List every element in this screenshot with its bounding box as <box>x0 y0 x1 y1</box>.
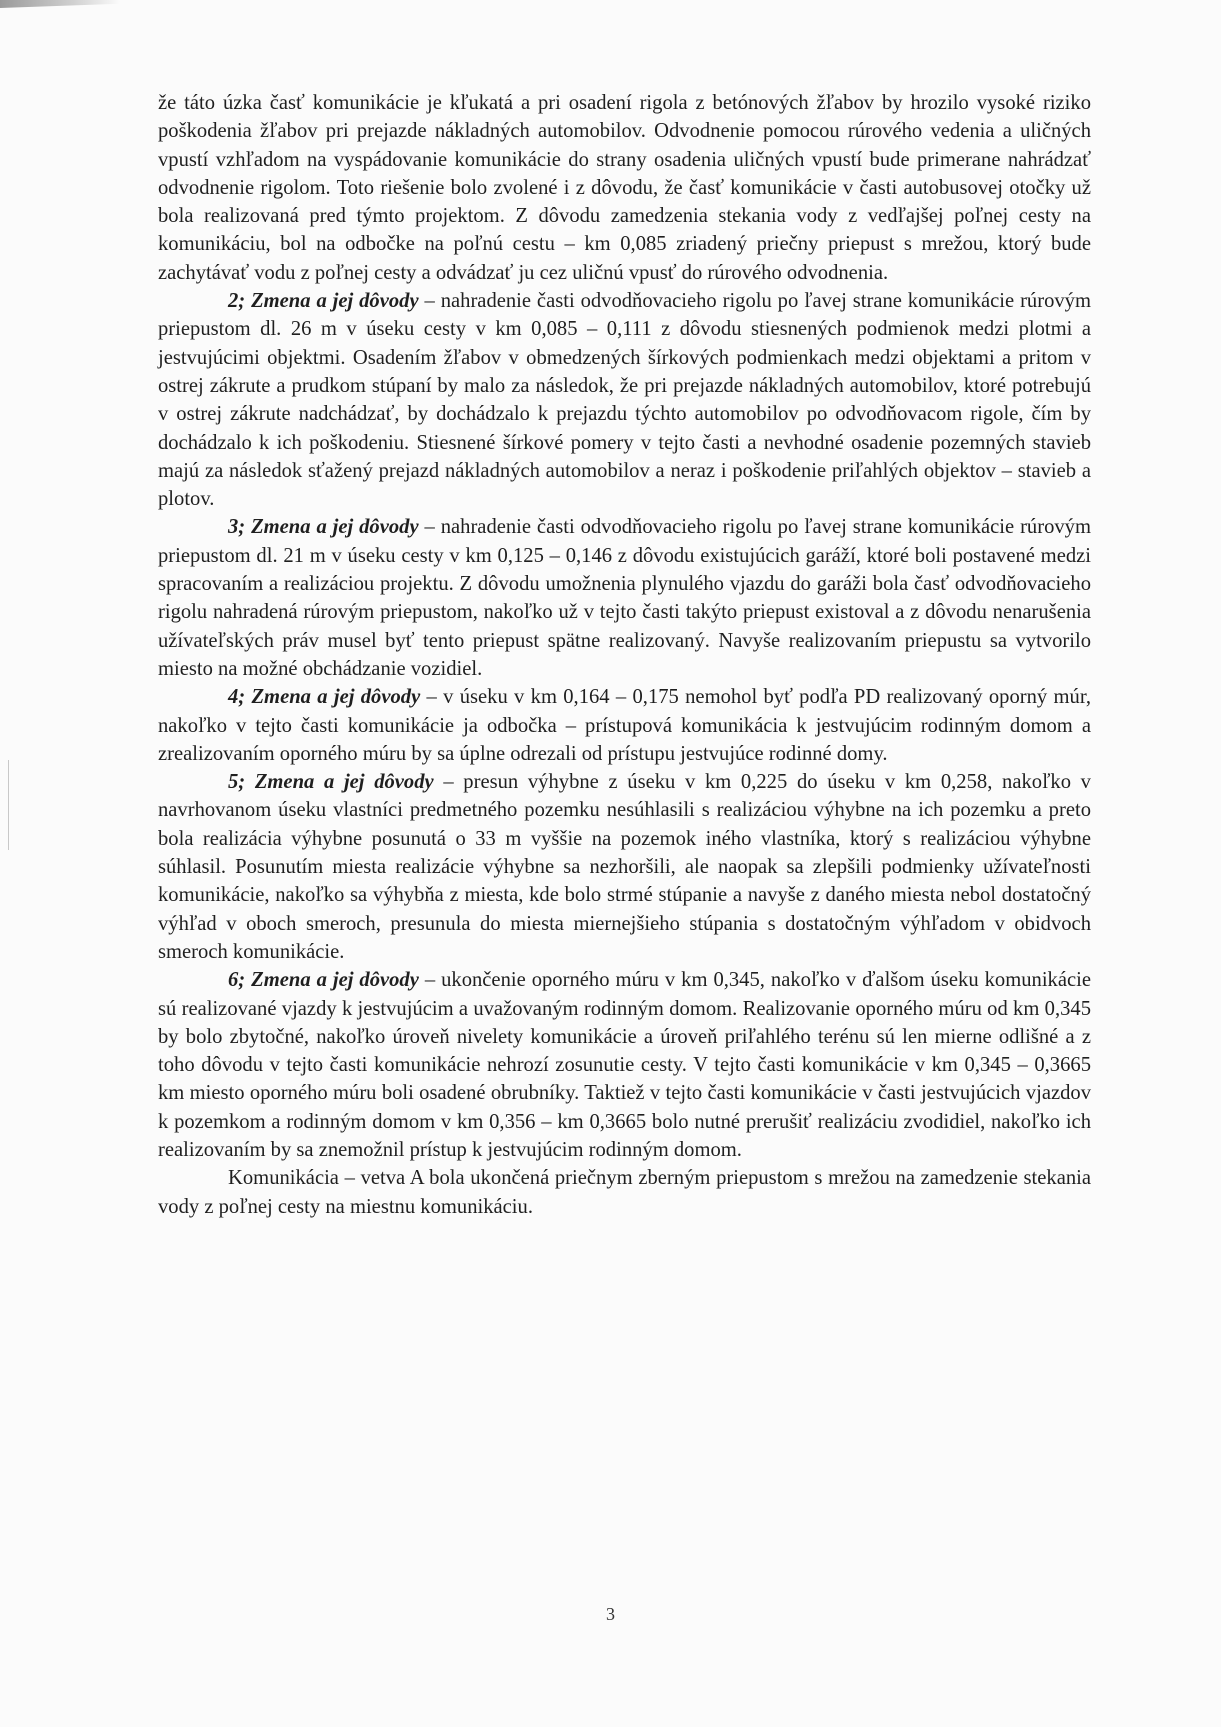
scan-edge-mark <box>8 760 9 850</box>
item-number: 5; <box>228 771 255 794</box>
item-number: 4; <box>228 686 252 709</box>
document-body <box>158 89 1091 1221</box>
scan-corner-mark <box>0 0 120 8</box>
paragraph-change-6 <box>158 966 1091 1164</box>
paragraph-change-5 <box>158 768 1091 966</box>
paragraph-continuation <box>158 89 1091 287</box>
paragraph-change-4 <box>158 683 1091 768</box>
change-heading: Zmena a jej dôvody <box>254 771 434 794</box>
paragraph-conclusion <box>158 1164 1091 1221</box>
paragraph-text: – presun výhybne z úseku v km 0,225 do úseku v km 0,258, nakoľko v navrhovanom úseku vlastníci predmetného pozemku nesúhlasili s realizáciou výhybne na ich pozemku a preto bola realizácia výhybne posunutá o 33 m vyššie na pozemok iného vlastníka, ktorý s realizáciou výhybne súhlasil. Posunutím miesta realizácie výhybne sa nezhoršili, ale naopak sa zlepšili podmienky užívateľnosti komunikácie, nakoľko sa výhybňa z miesta, kde bolo strmé stúpanie a navyše z daného miesta nebol dostatočný výhľad v oboch smeroch, presunula do miesta miernejšieho stúpania s dostatočným výhľadom v obidvoch smeroch komunikácie. <box>158 771 1091 963</box>
paragraph-text: – nahradenie časti odvodňovacieho rigolu po ľavej strane komunikácie rúrovým priepustom dl. 26 m v úseku cesty v km 0,085 – 0,111 z dôvodu stiesnených podmienok medzi plotmi a jestvujúcimi objektmi. Osadením žľabov v obmedzených šírkových podmienkach medzi objektami a pritom v ostrej zákrute a prudkom stúpaní by malo za následok, že pri prejazde nákladných automobilov, ktoré potrebujú v ostrej zákrute nadchádzať, by dochádzalo k prejazdu týchto automobilov po odvodňovacom rigole, čím by dochádzalo k ich poškodeniu. Stiesnené šírkové pomery v tejto časti a nevhodné osadenie pozemných stavieb majú za následok sťažený prejazd nákladných automobilov a neraz i poškodenie priľahlých objektov – stavieb a plotov. <box>158 290 1091 511</box>
change-heading: Zmena a jej dôvody <box>251 969 419 992</box>
paragraph-text: že táto úzka časť komunikácie je kľukatá a pri osadení rigola z betónových žľabov by hrozilo vysoké riziko poškodenia žľabov pri prejazde nákladných automobilov. Odvodnenie pomocou rúrového vedenia a uličných vpustí vzhľadom na vyspádovanie komunikácie do strany osadenia uličných vpustí bude primerane nahrádzať odvodnenie rigolom. Toto riešenie bolo zvolené i z dôvodu, že časť komunikácie v časti autobusovej otočky už bola realizovaná pred týmto projektom. Z dôvodu zamedzenia stekania vody z vedľajšej poľnej cesty na komunikáciu, bol na odbočke na poľnú cestu – km 0,085 zriadený priečny priepust s mrežou, ktorý bude zachytávať vodu z poľnej cesty a odvádzať ju cez uličnú vpusť do rúrového odvodnenia. <box>158 92 1091 284</box>
paragraph-text: – nahradenie časti odvodňovacieho rigolu po ľavej strane komunikácie rúrovým priepustom dl. 21 m v úseku cesty v km 0,125 – 0,146 z dôvodu existujúcich garáží, ktoré boli postavené medzi spracovaním a realizáciou projektu. Z dôvodu umožnenia plynulého vjazdu do garáži bola časť odvodňovacieho rigolu nahradená rúrovým priepustom, nakoľko už v tejto časti takýto priepust existoval a z dôvodu nenarušenia užívateľských práv musel byť tento priepust spätne realizovaný. Navyše realizovaním priepustu sa vytvorilo miesto na možné obchádzanie vozidiel. <box>158 516 1091 680</box>
change-heading: Zmena a jej dôvody <box>251 516 419 539</box>
item-number: 6; <box>228 969 252 992</box>
paragraph-change-3 <box>158 513 1091 683</box>
item-number: 2; <box>228 290 252 313</box>
change-heading: Zmena a jej dôvody <box>251 290 419 313</box>
paragraph-text: Komunikácia – vetva A bola ukončená priečnym zberným priepustom s mrežou na zamedzenie stekania vody z poľnej cesty na miestnu komunikáciu. <box>158 1167 1091 1218</box>
change-heading: Zmena a jej dôvody <box>251 686 421 709</box>
page-number: 3 <box>606 1604 615 1624</box>
paragraph-text: – v úseku v km 0,164 – 0,175 nemohol byť podľa PD realizovaný oporný múr, nakoľko v tejto časti komunikácie ja odbočka – prístupová komunikácia k jestvujúcim rodinným domom a zrealizovaním oporného múru by sa úplne odrezali od prístupu jestvujúce rodinné domy. <box>158 686 1091 765</box>
paragraph-change-2 <box>158 287 1091 513</box>
item-number: 3; <box>228 516 252 539</box>
paragraph-text: – ukončenie oporného múru v km 0,345, nakoľko v ďalšom úseku komunikácie sú realizované vjazdy k jestvujúcim a uvažovaným rodinným domom. Realizovanie oporného múru od km 0,345 by bolo zbytočné, nakoľko úroveň nivelety komunikácie a úroveň priľahlého terénu sú len mierne odlišné a z toho dôvodu v tejto časti komunikácie nehrozí zosunutie cesty. V tejto časti komunikácie v km 0,345 – 0,3665 km miesto oporného múru boli osadené obrubníky. Taktiež v tejto časti komunikácie v časti jestvujúcich vjazdov k pozemkom a rodinným domom v km 0,356 – km 0,3665 bolo nutné prerušiť realizáciu zvodidiel, nakoľko ich realizovaním by sa znemožnil prístup k jestvujúcim rodinným domom. <box>158 969 1091 1161</box>
